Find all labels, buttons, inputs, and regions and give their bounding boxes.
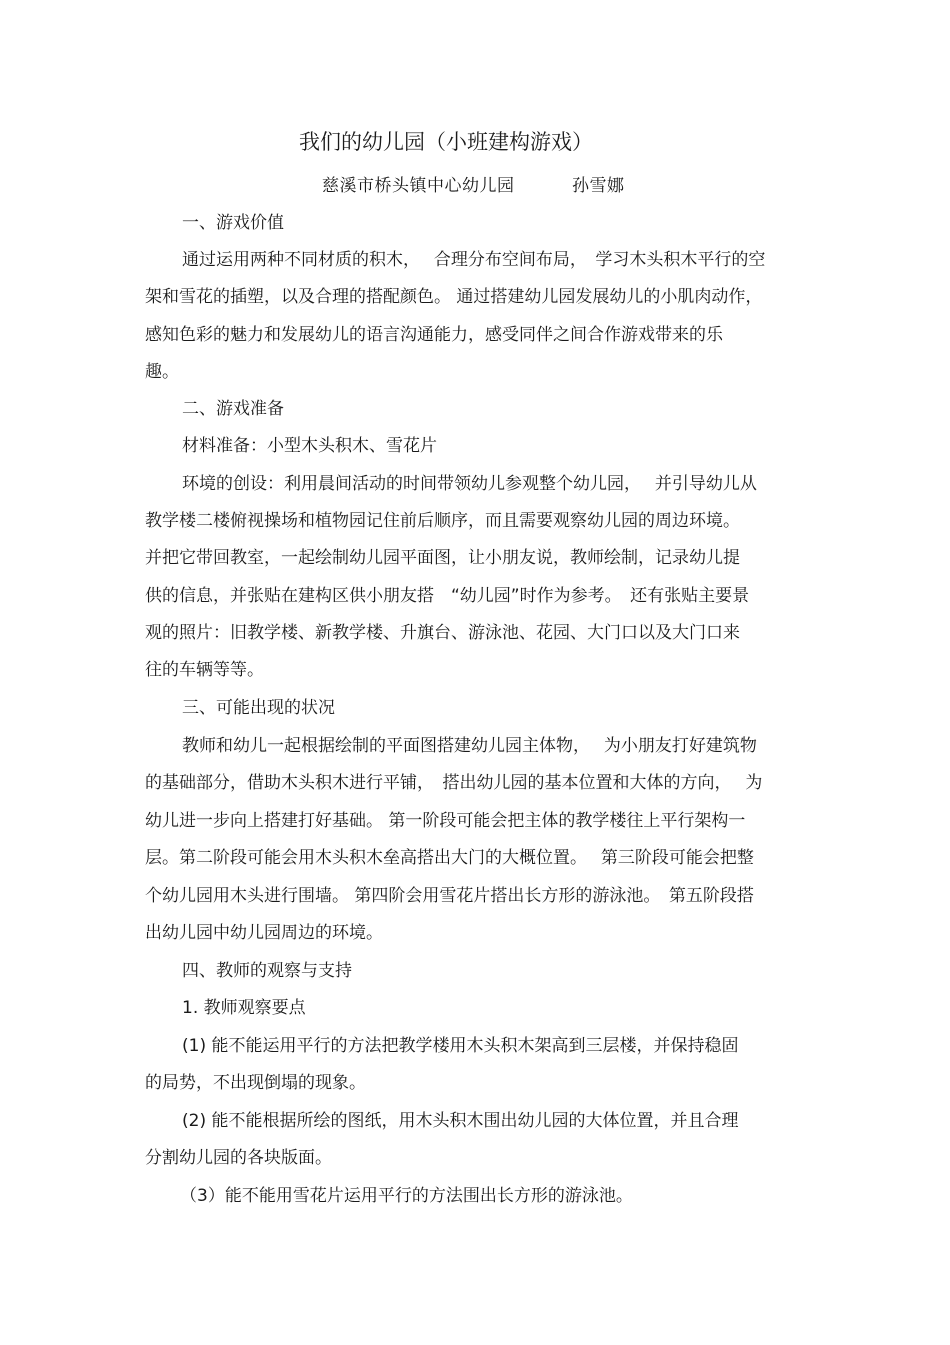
author-name: 孙雪娜 — [572, 176, 625, 196]
paragraph-line: 通过运用两种不同材质的积木， 合理分布空间布局， 学习木头积木平行的空 — [182, 250, 766, 270]
paragraph-line: 教师和幼儿一起根据绘制的平面图搭建幼儿园主体物， 为小朋友打好建筑物 — [182, 736, 757, 756]
subsection-heading: 1. 教师观察要点 — [182, 998, 306, 1018]
paragraph-line: 感知色彩的魅力和发展幼儿的语言沟通能力，感受同伴之间合作游戏带来的乐 — [145, 325, 723, 345]
paragraph-line: 往的车辆等等。 — [145, 660, 264, 680]
paragraph-line: 材料准备：小型木头积木、雪花片 — [182, 436, 437, 456]
list-item-continued: 分割幼儿园的各块版面。 — [145, 1148, 332, 1168]
section-heading-2: 二、游戏准备 — [182, 399, 284, 419]
paragraph-line: 并把它带回教室，一起绘制幼儿园平面图，让小朋友说，教师绘制，记录幼儿提 — [145, 548, 740, 568]
paragraph-line: 趣。 — [145, 362, 179, 382]
paragraph-line: 幼儿进一步向上搭建打好基础。 第一阶段可能会把主体的教学楼往上平行架构一 — [145, 811, 746, 831]
paragraph-line: 架和雪花的插塑，以及合理的搭配颜色。 通过搭建幼儿园发展幼儿的小肌肉动作， — [145, 287, 763, 307]
section-heading-4: 四、教师的观察与支持 — [182, 961, 352, 981]
paragraph-line: 环境的创设：利用晨间活动的时间带领幼儿参观整个幼儿园， 并引导幼儿从 — [182, 474, 757, 494]
list-item: (2) 能不能根据所绘的图纸，用木头积木围出幼儿园的大体位置，并且合理 — [182, 1111, 739, 1131]
paragraph-line: 出幼儿园中幼儿园周边的环境。 — [145, 923, 383, 943]
paragraph-line: 观的照片：旧教学楼、新教学楼、升旗台、游泳池、花园、大门口以及大门口来 — [145, 623, 740, 643]
list-item: (1) 能不能运用平行的方法把教学楼用木头积木架高到三层楼，并保持稳固 — [182, 1036, 739, 1056]
paragraph-line: 层。第二阶段可能会用木头积木垒高搭出大门的大概位置。 第三阶段可能会把整 — [145, 848, 754, 868]
paragraph-line: 的基础部分，借助木头积木进行平铺， 搭出幼儿园的基本位置和大体的方向， 为 — [145, 773, 763, 793]
document-title: 我们的幼儿园（小班建构游戏） — [299, 130, 593, 154]
paragraph-line: 教学楼二楼俯视操场和植物园记住前后顺序，而且需要观察幼儿园的周边环境。 — [145, 511, 740, 531]
list-item-continued: 的局势，不出现倒塌的现象。 — [145, 1073, 366, 1093]
author-organization: 慈溪市桥头镇中心幼儿园 — [322, 176, 515, 196]
section-heading-3: 三、可能出现的状况 — [182, 698, 335, 718]
section-heading-1: 一、游戏价值 — [182, 213, 284, 233]
paragraph-line: 供的信息，并张贴在建构区供小朋友搭 “幼儿园”时作为参考。 还有张贴主要景 — [145, 586, 750, 606]
paragraph-line: 个幼儿园用木头进行围墙。 第四阶会用雪花片搭出长方形的游泳池。 第五阶段搭 — [145, 886, 754, 906]
list-item: （3）能不能用雪花片运用平行的方法围出长方形的游泳池。 — [180, 1186, 633, 1206]
